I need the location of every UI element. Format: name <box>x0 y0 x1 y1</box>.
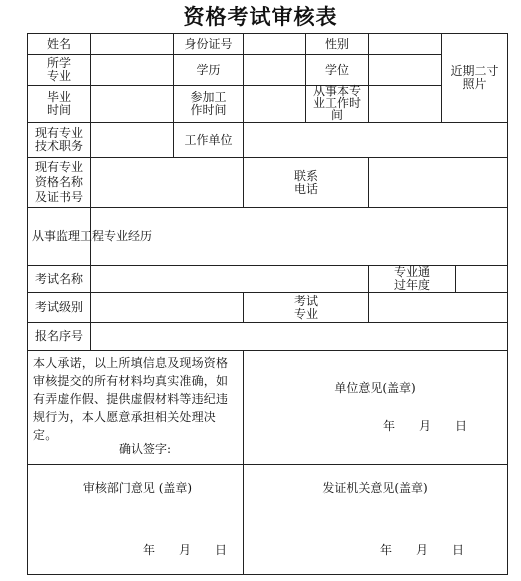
rule <box>27 574 508 575</box>
phone-field[interactable] <box>369 158 507 207</box>
exam-major-field[interactable] <box>369 293 507 322</box>
degree-field[interactable] <box>369 55 441 85</box>
rule <box>27 350 508 351</box>
label-registration-no: 报名序号 <box>34 329 83 343</box>
label-pass-year: 专业通 过年度 <box>393 264 430 292</box>
exam-level-field[interactable] <box>91 293 243 322</box>
label-graduation-time: 毕业 时间 <box>46 90 71 117</box>
label-qualification: 现有专业 资格名称 及证书号 <box>34 160 83 204</box>
label-years-in-profession: 从事本专 业工作时 间 <box>312 84 361 122</box>
label-name: 姓名 <box>46 36 71 51</box>
name-field[interactable] <box>91 34 173 54</box>
label-education: 学历 <box>196 62 221 77</box>
label-gender: 性别 <box>324 36 349 51</box>
major-field[interactable] <box>91 55 173 85</box>
signature-label: 确认签字: <box>118 441 172 456</box>
graduation-time-field[interactable] <box>91 86 173 122</box>
review-opinion-label: 审核部门意见 (盖章) <box>82 480 193 495</box>
registration-no-field[interactable] <box>91 323 507 350</box>
label-exam-major: 考试 专业 <box>293 293 318 321</box>
label-phone: 联系 电话 <box>293 168 318 196</box>
work-start-time-field[interactable] <box>244 86 305 122</box>
label-work-unit: 工作单位 <box>184 132 233 147</box>
label-experience: 从事监理工程专业经历 <box>32 229 153 243</box>
gender-field[interactable] <box>369 34 441 54</box>
issuer-opinion-date: 年 月 日 <box>379 542 464 557</box>
label-degree: 学位 <box>324 62 349 77</box>
label-exam-name: 考试名称 <box>34 271 83 286</box>
issuer-opinion-label: 发证机关意见(盖章) <box>322 480 428 495</box>
label-current-title: 现有专业 技术职务 <box>34 126 83 153</box>
label-exam-level: 考试级别 <box>34 300 83 314</box>
exam-name-field[interactable] <box>91 266 368 292</box>
label-work-start-time: 参加工 作时间 <box>190 90 227 117</box>
review-opinion-date: 年 月 日 <box>142 542 227 557</box>
education-field[interactable] <box>244 55 305 85</box>
pass-year-field[interactable] <box>456 266 507 292</box>
id-number-field[interactable] <box>244 34 305 54</box>
unit-opinion-date: 年 月 日 <box>382 418 467 433</box>
work-unit-field[interactable] <box>244 123 507 157</box>
label-major: 所学 专业 <box>46 56 71 83</box>
pledge-text: 本人承诺，以上所填信息及现场资格审核提交的所有材料均真实准确，如有弄虚作假、提供虚假材料等违纪违规行为，本人愿意承担相关处理决定。 <box>33 356 229 442</box>
rule <box>27 464 508 465</box>
label-id-number: 身份证号 <box>184 36 233 51</box>
form-title: 资格考试审核表 <box>183 4 338 29</box>
years-in-profession-field[interactable] <box>369 86 441 122</box>
unit-opinion-label: 单位意见(盖章) <box>334 380 416 395</box>
rule <box>507 33 508 574</box>
qualification-field[interactable] <box>91 158 243 207</box>
photo-box[interactable]: 近期二寸 照片 <box>450 64 499 91</box>
current-title-field[interactable] <box>91 123 173 157</box>
